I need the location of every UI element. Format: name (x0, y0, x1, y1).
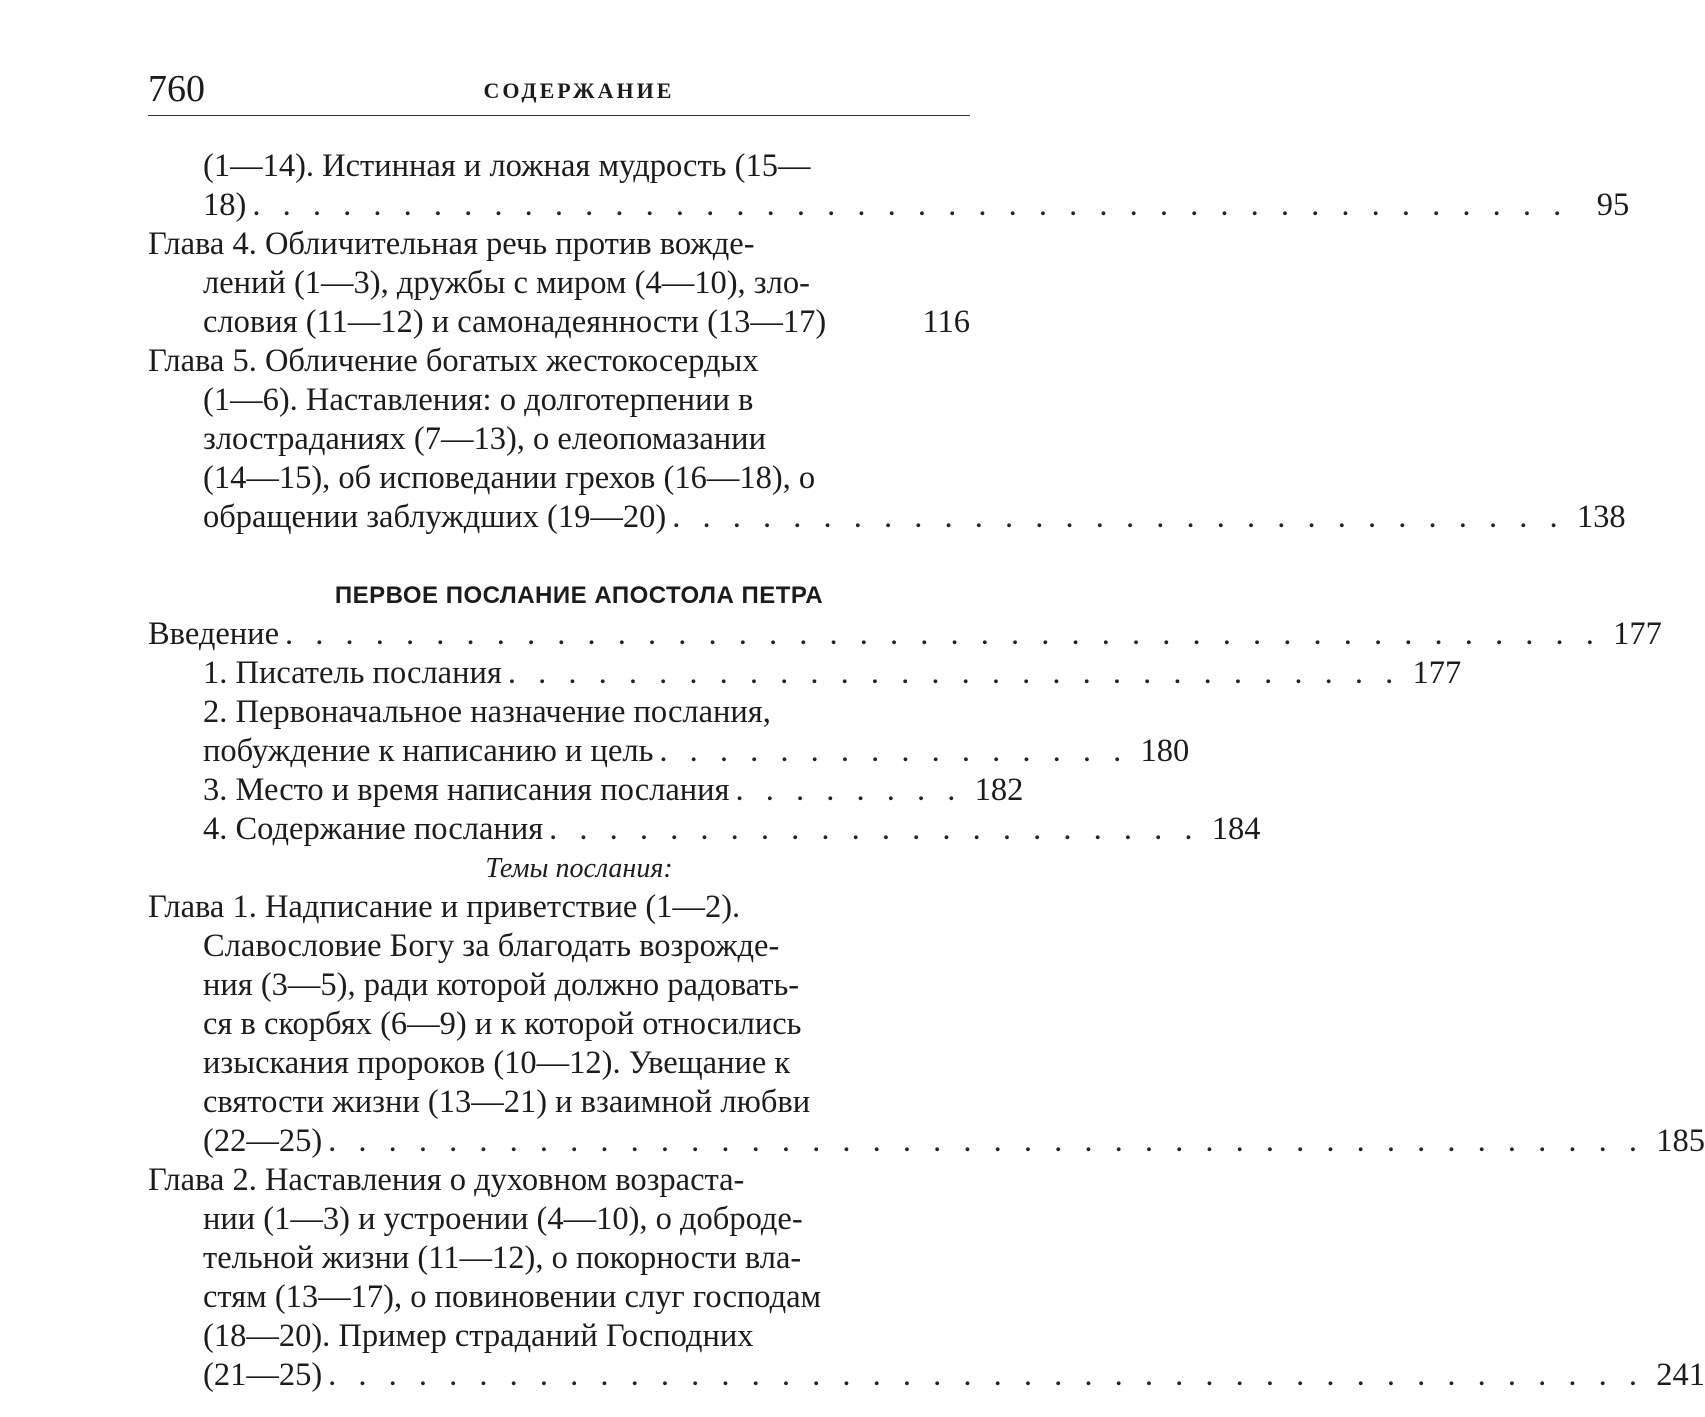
toc-text: словия (11—12) и самонадеянности (13—17) (203, 304, 827, 340)
toc-text: святости жизни (13—21) и взаимной любви (203, 1084, 811, 1120)
leader-dots: . . . . . . . . . . . . . . . . . . . . . . . . . . . . . . . . . . . . . . . . . . . . (285, 616, 1601, 652)
toc-page-number: 180 (1140, 733, 1190, 769)
toc-page-number: 177 (1412, 655, 1462, 691)
section-title: ПЕРВОЕ ПОСЛАНИЕ АПОСТОЛА ПЕТРА (334, 582, 824, 609)
toc-text: ния (3—5), ради которой должно радовать- (203, 967, 800, 1003)
toc-line (148, 342, 970, 381)
toc-line (148, 1005, 970, 1044)
table-of-contents (148, 147, 1705, 1395)
toc-line (148, 1317, 970, 1356)
toc-text: ся в скорбях (6—9) и к которой относились (203, 1006, 802, 1042)
toc-text: 18) (203, 187, 247, 223)
toc-line (148, 1083, 970, 1122)
toc-entry (148, 771, 1024, 810)
toc-text: 4. Содержание послания (203, 811, 544, 847)
toc-text: злостраданиях (7—13), о елеопомазании (203, 421, 766, 457)
toc-text: (18—20). Пример страданий Господних (203, 1318, 754, 1354)
toc-line (148, 1044, 970, 1083)
toc-entry (148, 615, 1662, 654)
toc-line (148, 264, 970, 303)
toc-text: изыскания пророков (10—12). Увещание к (203, 1045, 791, 1081)
leader-dots: . . . . . . . . . . . . . . . . . . . . . . . . . . . . . . (672, 499, 1565, 535)
leader-dots: . . . . . . . . . . . . . . . . . . . . . . . . . . . . . . . . . . . . . . . . . . . . (252, 187, 1569, 223)
toc-line (148, 927, 970, 966)
toc-entry (148, 810, 1261, 849)
toc-line (148, 147, 970, 186)
book-page (148, 60, 1705, 1393)
toc-line (148, 966, 970, 1005)
toc-text: Славословие Богу за благодать возрожде- (203, 928, 780, 964)
toc-text: Глава 2. Наставления о духовном возраста- (148, 1162, 745, 1198)
toc-page-number: 116 (922, 304, 970, 340)
toc-page-number: 184 (1211, 811, 1261, 847)
toc-text: обращении заблуждших (19—20) (203, 499, 667, 535)
toc-line (148, 693, 970, 732)
toc-page-number: 177 (1613, 616, 1662, 652)
toc-text: (14—15), об исповедании грехов (16—18), о (203, 460, 816, 496)
toc-line (148, 888, 970, 927)
toc-line (148, 420, 970, 459)
toc-text: (1—14). Истинная и ложная мудрость (15— (203, 148, 811, 184)
toc-line (148, 1200, 970, 1239)
leader-dots: . . . . . . . . (735, 772, 963, 808)
subsection-subtitle: Темы послания: (485, 853, 673, 884)
toc-entry (148, 498, 1626, 537)
toc-page-number: 182 (974, 772, 1024, 808)
toc-text: побуждение к написанию и цель (203, 733, 654, 769)
toc-text: лений (1—3), дружбы с миром (4—10), зло- (203, 265, 810, 301)
leader-dots: . . . . . . . . . . . . . . . . . . . . . . . . . . . . . . . . . . . . . . . . . . . . (328, 1357, 1645, 1393)
toc-entry (148, 1356, 1705, 1395)
toc-text: Глава 4. Обличительная речь против вожде- (148, 226, 755, 262)
toc-entry (148, 654, 1462, 693)
leader-dots: . . . . . . . . . . . . . . . . . . . . . . . . . . . . . . (507, 655, 1401, 691)
toc-entry (148, 186, 1630, 225)
toc-line (148, 381, 970, 420)
toc-entry (148, 303, 970, 342)
toc-text: стям (13—17), о повиновении слуг господам (203, 1279, 822, 1315)
toc-text: 3. Место и время написания послания (203, 772, 730, 808)
toc-line (148, 1161, 970, 1200)
toc-line (148, 1278, 970, 1317)
toc-text: тельной жизни (11—12), о покорности вла- (203, 1240, 802, 1276)
toc-text: Глава 1. Надписание и приветствие (1—2). (148, 889, 741, 925)
page-number: 760 (148, 68, 205, 110)
toc-text: (21—25) (203, 1357, 323, 1393)
toc-page-number: 95 (1596, 187, 1630, 223)
toc-text: 1. Писатель послания (203, 655, 502, 691)
toc-text: нии (1—3) и устроении (4—10), о доброде- (203, 1201, 803, 1237)
toc-entry (148, 1122, 1705, 1161)
toc-page-number: 185 (1656, 1123, 1705, 1159)
running-title: СОДЕРЖАНИЕ (483, 78, 675, 103)
toc-page-number: 138 (1576, 499, 1626, 535)
toc-text: (22—25) (203, 1123, 323, 1159)
toc-line (148, 1239, 970, 1278)
toc-text: 2. Первоначальное назначение послания, (203, 694, 771, 730)
toc-text: Введение (148, 616, 279, 652)
leader-dots: . . . . . . . . . . . . . . . . . . . . . . . . . . . . . . . . . . . . . . . . . . . . (328, 1123, 1645, 1159)
toc-line (148, 459, 970, 498)
leader-dots: . . . . . . . . . . . . . . . . . . . . . . (549, 811, 1200, 847)
toc-page-number: 241 (1656, 1357, 1705, 1393)
toc-text: (1—6). Наставления: о долготерпении в (203, 382, 754, 418)
toc-line (148, 225, 970, 264)
leader-dots: . . . . . . . . . . . . . . . . (659, 733, 1129, 769)
toc-text: Глава 5. Обличение богатых жестокосердых (148, 343, 759, 379)
toc-entry (148, 732, 1190, 771)
page-header (148, 60, 970, 116)
